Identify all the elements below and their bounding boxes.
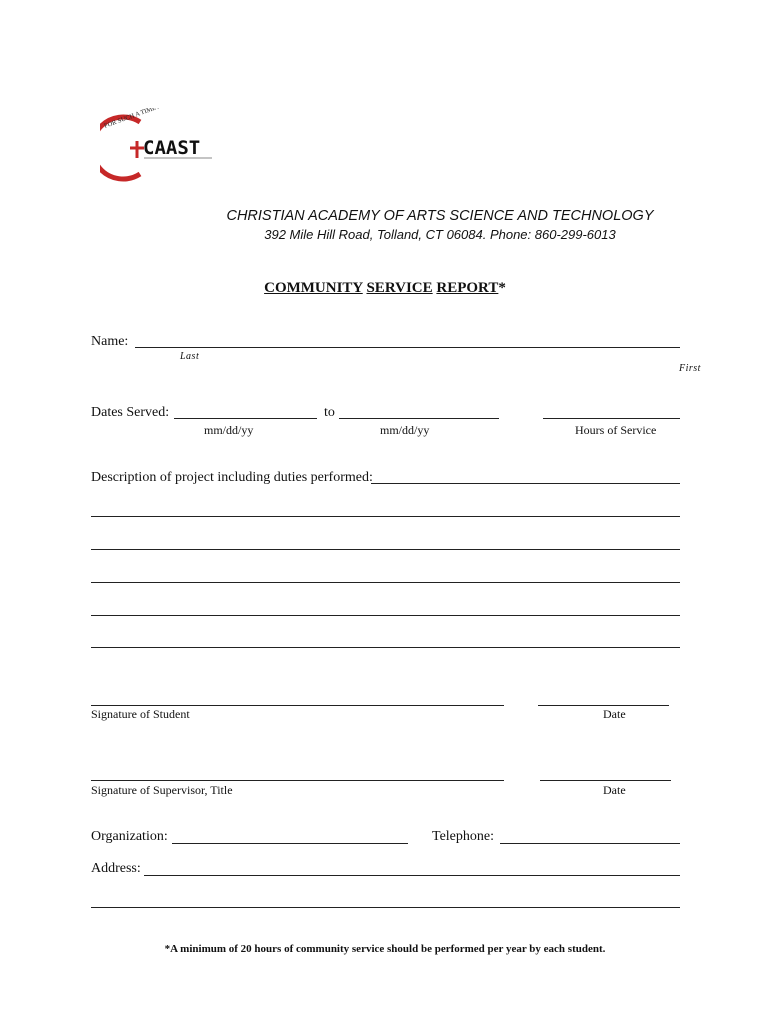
footnote: *A minimum of 20 hours of community service should be performed per year by each student. bbox=[164, 943, 606, 955]
telephone-input[interactable] bbox=[500, 843, 680, 844]
description-label: Description of project including duties performed: bbox=[91, 470, 373, 485]
student-date-input[interactable] bbox=[538, 705, 669, 706]
organization-label: Organization: bbox=[91, 829, 168, 844]
description-line[interactable] bbox=[91, 516, 680, 517]
date-from-hint: mm/dd/yy bbox=[204, 423, 254, 437]
school-name: CHRISTIAN ACADEMY OF ARTS SCIENCE AND TECHNOLOGY bbox=[226, 208, 654, 224]
student-signature-label: Signature of Student bbox=[91, 707, 190, 721]
date-to-hint: mm/dd/yy bbox=[380, 423, 430, 437]
supervisor-date-input[interactable] bbox=[540, 780, 671, 781]
hours-input[interactable] bbox=[543, 418, 680, 419]
student-signature-input[interactable] bbox=[91, 705, 504, 706]
telephone-label: Telephone: bbox=[432, 829, 494, 844]
title-word-3: REPORT bbox=[436, 280, 499, 296]
organization-input[interactable] bbox=[172, 843, 408, 844]
description-line[interactable] bbox=[91, 582, 680, 583]
svg-text:FOR SUCH A TIME AS THIS: FOR SUCH A TIME AS THIS bbox=[103, 108, 182, 130]
supervisor-signature-label: Signature of Supervisor, Title bbox=[91, 783, 233, 797]
last-name-hint: Last bbox=[180, 351, 200, 362]
description-line[interactable] bbox=[91, 549, 680, 550]
report-title bbox=[0, 280, 770, 297]
supervisor-signature-input[interactable] bbox=[91, 780, 504, 781]
school-address: 392 Mile Hill Road, Tolland, CT 06084. Phone: 860-299-6013 bbox=[264, 227, 616, 242]
title-word-1: COMMUNITY bbox=[264, 280, 363, 296]
name-input[interactable] bbox=[135, 347, 680, 348]
student-date-label: Date bbox=[603, 707, 626, 721]
caast-logo bbox=[100, 108, 225, 188]
date-from-input[interactable] bbox=[174, 418, 317, 419]
hours-hint: Hours of Service bbox=[575, 423, 657, 437]
dates-to-label: to bbox=[324, 405, 335, 420]
supervisor-date-label: Date bbox=[603, 783, 626, 797]
description-line[interactable] bbox=[91, 615, 680, 616]
address-label: Address: bbox=[91, 861, 141, 876]
dates-served-label: Dates Served: bbox=[91, 405, 170, 420]
description-input[interactable] bbox=[371, 483, 680, 484]
title-word-2: SERVICE bbox=[366, 280, 433, 296]
description-line[interactable] bbox=[91, 647, 680, 648]
address-input-line-2[interactable] bbox=[91, 907, 680, 908]
date-to-input[interactable] bbox=[339, 418, 499, 419]
address-input[interactable] bbox=[144, 875, 680, 876]
first-name-hint: First bbox=[679, 363, 701, 374]
name-label: Name: bbox=[91, 334, 129, 349]
title-asterisk: * bbox=[498, 280, 506, 296]
logo-wordmark: CAAST bbox=[143, 137, 201, 159]
